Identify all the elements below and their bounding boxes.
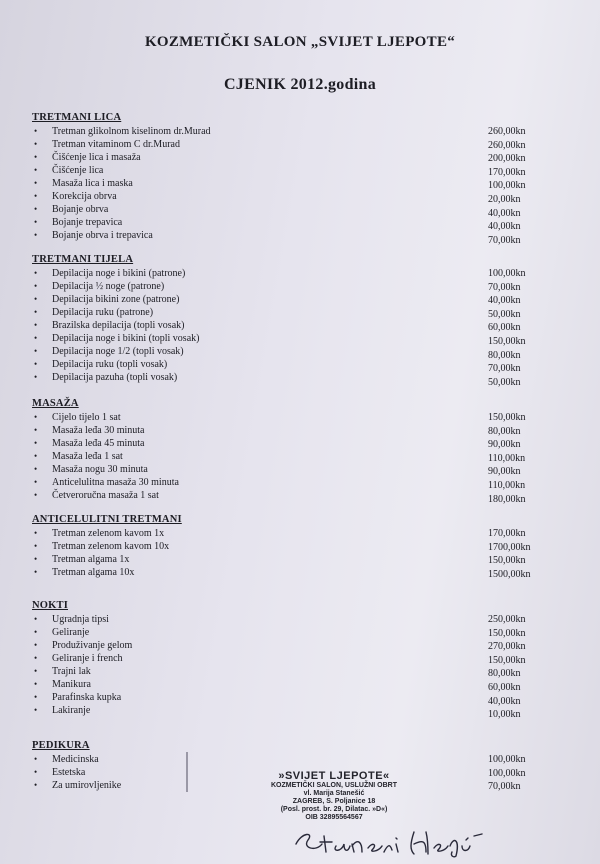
bullet-icon: • xyxy=(34,666,38,676)
bullet-icon: • xyxy=(34,780,38,790)
service-name: Depilacija noge 1/2 (topli vosak) xyxy=(52,346,184,357)
service-price: 70,00kn xyxy=(488,235,521,246)
service-price: 50,00kn xyxy=(488,377,521,388)
price-section xyxy=(30,112,570,246)
bullet-icon: • xyxy=(34,754,38,764)
bullet-icon: • xyxy=(34,627,38,637)
bullet-icon: • xyxy=(34,464,38,474)
service-name: Za umirovljenike xyxy=(52,780,122,791)
service-price: 80,00kn xyxy=(488,426,521,437)
service-name: Tretman vitaminom C dr.Murad xyxy=(52,139,180,150)
section-heading: ANTICELULITNI TRETMANI xyxy=(32,514,182,525)
service-name: Tretman algama 1x xyxy=(52,554,130,565)
stamp-line: OIB 32895564567 xyxy=(305,814,363,821)
bullet-icon: • xyxy=(34,204,38,214)
service-name: Tretman glikolnom kiselinom dr.Murad xyxy=(52,126,211,137)
service-name: Parafinska kupka xyxy=(52,692,122,703)
service-price: 260,00kn xyxy=(488,140,526,151)
service-price: 90,00kn xyxy=(488,466,521,477)
service-price: 70,00kn xyxy=(488,781,521,792)
bullet-icon: • xyxy=(34,191,38,201)
price-section xyxy=(30,600,570,720)
price-section xyxy=(30,254,570,388)
service-price: 150,00kn xyxy=(488,555,526,566)
service-price: 40,00kn xyxy=(488,295,521,306)
price-row xyxy=(30,753,570,766)
service-name: Tretman zelenom kavom 1x xyxy=(52,528,165,539)
price-row xyxy=(30,229,570,246)
bullet-icon: • xyxy=(34,767,38,777)
bullet-icon: • xyxy=(34,567,38,577)
price-section xyxy=(30,398,570,505)
service-price: 10,00kn xyxy=(488,709,521,720)
section-heading: MASAŽA xyxy=(32,398,79,409)
bullet-icon: • xyxy=(34,165,38,175)
price-row xyxy=(30,267,570,280)
section-heading: NOKTI xyxy=(32,600,69,611)
service-name: Brazilska depilacija (topli vosak) xyxy=(52,320,185,331)
price-row xyxy=(30,691,570,707)
bullet-icon: • xyxy=(34,541,38,551)
bullet-icon: • xyxy=(34,346,38,356)
service-name: Čišćenje lica i masaža xyxy=(52,152,141,163)
price-row xyxy=(30,151,570,164)
price-row xyxy=(30,489,570,505)
price-row xyxy=(30,527,570,540)
price-row xyxy=(30,704,570,720)
service-name: Bojanje trepavica xyxy=(52,217,123,228)
price-row xyxy=(30,190,570,203)
stamp-line: (Posl. prost. br. 29, Dilatac. »D«) xyxy=(280,806,388,813)
price-row xyxy=(30,332,570,345)
service-name: Masaža leđa 30 minuta xyxy=(52,425,145,436)
service-name: Anticelulitna masaža 30 minuta xyxy=(52,477,179,488)
service-name: Bojanje obrva xyxy=(52,204,109,215)
service-price: 1700,00kn xyxy=(488,542,531,553)
service-price: 20,00kn xyxy=(488,194,521,205)
handwritten-signature xyxy=(292,822,492,858)
bullet-icon: • xyxy=(34,320,38,330)
bullet-icon: • xyxy=(34,294,38,304)
service-name: Depilacija noge i bikini (patrone) xyxy=(52,268,186,279)
service-name: Bojanje obrva i trepavica xyxy=(52,230,153,241)
price-row xyxy=(30,138,570,151)
service-price: 50,00kn xyxy=(488,309,521,320)
price-row xyxy=(30,626,570,639)
bullet-icon: • xyxy=(34,614,38,624)
service-price: 70,00kn xyxy=(488,282,521,293)
price-row xyxy=(30,566,570,579)
service-name: Depilacija bikini zone (patrone) xyxy=(52,294,180,305)
service-name: Depilacija noge i bikini (topli vosak) xyxy=(52,333,200,344)
price-row xyxy=(30,553,570,566)
service-price: 100,00kn xyxy=(488,754,526,765)
price-row xyxy=(30,424,570,437)
service-name: Trajni lak xyxy=(52,666,91,677)
service-name: Masaža nogu 30 minuta xyxy=(52,464,148,475)
bullet-icon: • xyxy=(34,477,38,487)
service-price: 150,00kn xyxy=(488,336,526,347)
service-price: 1500,00kn xyxy=(488,569,531,580)
service-name: Depilacija ruku (topli vosak) xyxy=(52,359,168,370)
service-name: Čišćenje lica xyxy=(52,165,104,176)
service-name: Tretman zelenom kavom 10x xyxy=(52,541,170,552)
service-name: Depilacija ½ noge (patrone) xyxy=(52,281,165,292)
section-heading: TRETMANI LICA xyxy=(32,112,122,123)
bullet-icon: • xyxy=(34,126,38,136)
bullet-icon: • xyxy=(34,333,38,343)
service-price: 40,00kn xyxy=(488,221,521,232)
price-section xyxy=(30,514,570,579)
service-name: Geliranje xyxy=(52,627,90,638)
service-price: 90,00kn xyxy=(488,439,521,450)
service-name: Masaža leđa 45 minuta xyxy=(52,438,145,449)
bullet-icon: • xyxy=(34,528,38,538)
service-name: Depilacija ruku (patrone) xyxy=(52,307,154,318)
bullet-icon: • xyxy=(34,705,38,715)
service-price: 170,00kn xyxy=(488,528,526,539)
bullet-icon: • xyxy=(34,281,38,291)
service-name: Masaža lica i maska xyxy=(52,178,133,189)
price-row xyxy=(30,613,570,626)
bullet-icon: • xyxy=(34,217,38,227)
price-row xyxy=(30,293,570,306)
price-row xyxy=(30,371,570,388)
service-price: 100,00kn xyxy=(488,268,526,279)
bullet-icon: • xyxy=(34,451,38,461)
bullet-icon: • xyxy=(34,139,38,149)
section-heading: TRETMANI TIJELA xyxy=(32,254,134,265)
service-price: 270,00kn xyxy=(488,641,526,652)
bullet-icon: • xyxy=(34,640,38,650)
bullet-icon: • xyxy=(34,412,38,422)
price-row xyxy=(30,450,570,463)
price-row xyxy=(30,678,570,691)
price-row xyxy=(30,203,570,219)
bullet-icon: • xyxy=(34,307,38,317)
service-name: Lakiranje xyxy=(52,705,91,716)
service-price: 60,00kn xyxy=(488,682,521,693)
service-name: Četveroručna masaža 1 sat xyxy=(52,490,159,501)
service-name: Korekcija obrva xyxy=(52,191,117,202)
price-row xyxy=(30,280,570,293)
service-price: 150,00kn xyxy=(488,655,526,666)
service-price: 40,00kn xyxy=(488,208,521,219)
service-price: 150,00kn xyxy=(488,628,526,639)
salon-title: KOZMETIČKI SALON „SVIJET LJEPOTE“ xyxy=(144,34,456,50)
service-name: Depilacija pazuha (topli vosak) xyxy=(52,372,178,383)
bullet-icon: • xyxy=(34,653,38,663)
price-row xyxy=(30,437,570,450)
service-price: 100,00kn xyxy=(488,768,526,779)
service-price: 40,00kn xyxy=(488,696,521,707)
service-name: Estetska xyxy=(52,767,86,778)
price-row xyxy=(30,345,570,361)
price-row xyxy=(30,476,570,489)
bullet-icon: • xyxy=(34,425,38,435)
price-row xyxy=(30,463,570,476)
pen-mark xyxy=(186,752,188,792)
price-row xyxy=(30,411,570,424)
bullet-icon: • xyxy=(34,692,38,702)
service-name: Manikura xyxy=(52,679,91,690)
bullet-icon: • xyxy=(34,152,38,162)
price-row xyxy=(30,358,570,374)
stamp-line: vl. Marija Stanešić xyxy=(303,790,365,797)
service-price: 80,00kn xyxy=(488,668,521,679)
bullet-icon: • xyxy=(34,268,38,278)
price-row xyxy=(30,639,570,652)
service-price: 150,00kn xyxy=(488,412,526,423)
bullet-icon: • xyxy=(34,359,38,369)
service-price: 60,00kn xyxy=(488,322,521,333)
service-name: Produživanje gelom xyxy=(52,640,133,651)
service-name: Masaža leđa 1 sat xyxy=(52,451,123,462)
service-name: Geliranje i french xyxy=(52,653,123,664)
bullet-icon: • xyxy=(34,554,38,564)
service-price: 110,00kn xyxy=(488,453,526,464)
service-price: 260,00kn xyxy=(488,126,526,137)
service-name: Cijelo tijelo 1 sat xyxy=(52,412,121,423)
price-row xyxy=(30,665,570,678)
price-row xyxy=(30,540,570,553)
service-price: 100,00kn xyxy=(488,180,526,191)
price-row xyxy=(30,652,570,665)
price-row xyxy=(30,164,570,177)
price-row xyxy=(30,216,570,232)
stamp-line: ZAGREB, S. Poljanice 18 xyxy=(292,798,376,805)
stamp-salon-name: »SVIJET LJEPOTE« xyxy=(278,770,390,782)
service-price: 200,00kn xyxy=(488,153,526,164)
price-row xyxy=(30,306,570,319)
service-price: 80,00kn xyxy=(488,350,521,361)
price-row xyxy=(30,125,570,138)
service-name: Tretman algama 10x xyxy=(52,567,135,578)
service-price: 170,00kn xyxy=(488,167,526,178)
price-row xyxy=(30,319,570,332)
bullet-icon: • xyxy=(34,178,38,188)
section-heading: PEDIKURA xyxy=(32,740,90,751)
service-price: 110,00kn xyxy=(488,480,526,491)
bullet-icon: • xyxy=(34,438,38,448)
bullet-icon: • xyxy=(34,490,38,500)
price-list-title: CJENIK 2012.godina xyxy=(223,76,377,93)
service-price: 180,00kn xyxy=(488,494,526,505)
salon-stamp xyxy=(234,770,434,822)
price-row xyxy=(30,177,570,190)
stamp-line: KOZMETIČKI SALON, USLUŽNI OBRT xyxy=(271,782,397,789)
bullet-icon: • xyxy=(34,679,38,689)
service-name: Medicinska xyxy=(52,754,99,765)
service-price: 250,00kn xyxy=(488,614,526,625)
bullet-icon: • xyxy=(34,372,38,382)
service-name: Ugradnja tipsi xyxy=(52,614,109,625)
service-price: 70,00kn xyxy=(488,363,521,374)
bullet-icon: • xyxy=(34,230,38,240)
